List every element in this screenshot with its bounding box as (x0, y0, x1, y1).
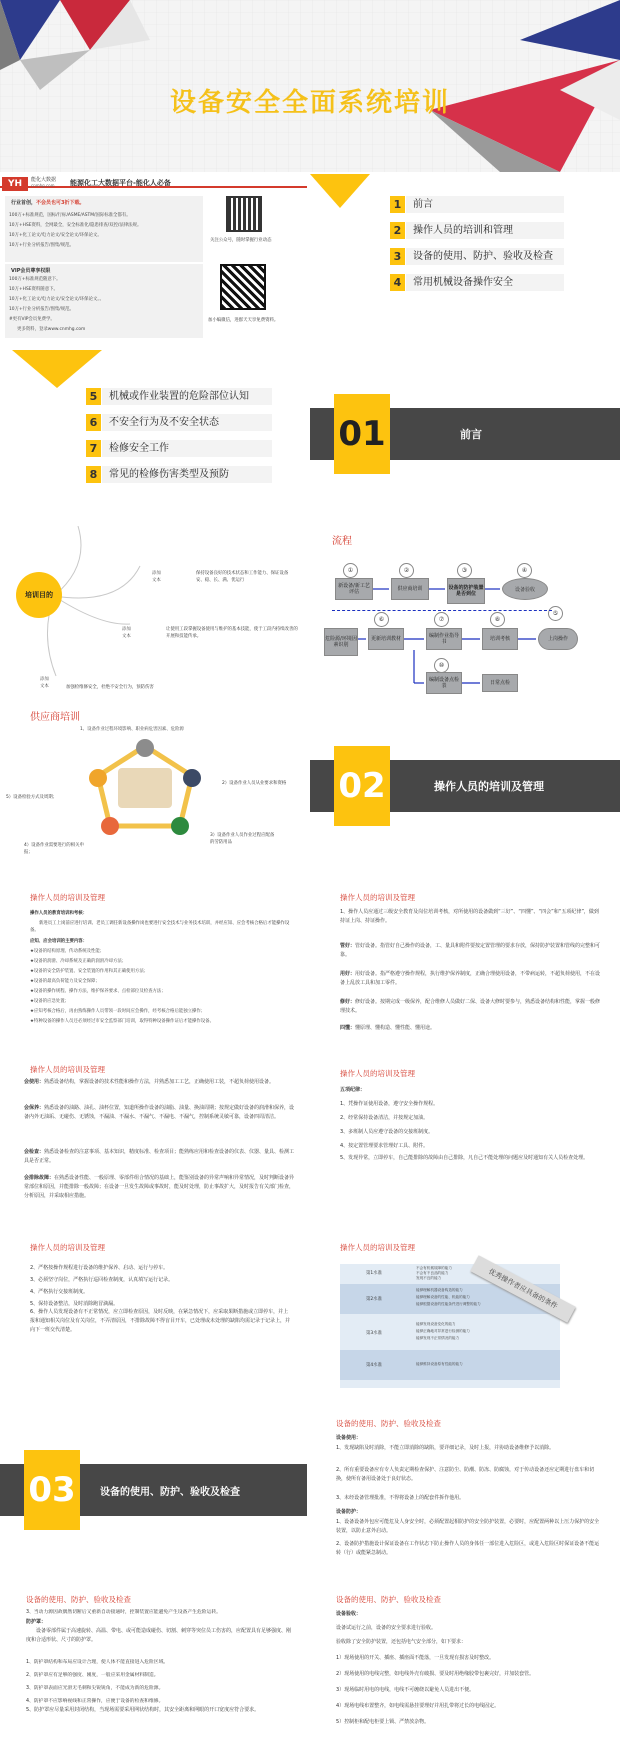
definition-key: 会检查： (24, 1149, 45, 1155)
definition-key: 会使用： (24, 1079, 45, 1085)
definition-key: 修好： (340, 999, 356, 1005)
toc-item[interactable]: 不安全行为及不安全状态 (102, 414, 272, 431)
rule-line: 1）现场使用的开关、插座、插座面不能落，一旦发现有损害及时整改。 (336, 1655, 495, 1661)
flow-oval (502, 578, 548, 600)
toc-number: 6 (86, 414, 101, 431)
slide-subheading: 五项纪律： (340, 1087, 366, 1093)
slide-subheading: 设备防护： (336, 1509, 362, 1515)
toc-item[interactable]: 操作人员的培训和管理 (406, 222, 564, 239)
text-slide-7 (0, 1582, 307, 1754)
corner-triangle (12, 350, 102, 390)
section-slide-02 (310, 702, 620, 872)
industry-item: 10万+HSE资料，全网最全，安全标准化/隐患排查/双控/法律法规。 (9, 223, 142, 228)
section-number: 01 (338, 414, 386, 454)
flow-slide (310, 526, 620, 696)
bullet-line: ★设备的应急处置； (30, 999, 70, 1004)
text-slide-2 (310, 878, 620, 1048)
cover-slide (0, 0, 620, 172)
qr-code-icon (220, 264, 266, 310)
rule-line: 3、多班制人员应遵守设备的交接班制度。 (340, 1129, 434, 1135)
toc-item[interactable]: 检修安全工作 (102, 440, 272, 457)
platform-title: 能源化工大数据平台-能化人必备 (70, 179, 171, 187)
definition-value: 修好设备。按期完成一级保养，配合维修人员做好二保、设备大修时要参与，熟悉设备结构和性能，掌握一般修理技术。 (340, 999, 601, 1014)
purpose-circle (16, 572, 62, 618)
toc-item[interactable]: 机械或作业装置的危险部位认知 (102, 388, 272, 405)
flow-box: 日常点检 (482, 674, 518, 692)
definition-value: 懂原理、懂构造、懂性能、懂用途。 (355, 1025, 436, 1031)
vip-item: 10万+化工论文/电力论文/安全论文/环保论文。。 (9, 297, 104, 302)
rule-line: 2、经常保持设备清洁，并按规定加油。 (340, 1115, 429, 1121)
qr1-caption: 关注公众号，随时掌握行业动态 (210, 238, 272, 243)
supplier-item: 5）设备检验方式及周期； (6, 795, 58, 800)
section-number: 02 (338, 766, 386, 806)
toc-item[interactable]: 常见的检修伤害类型及预防 (102, 466, 272, 483)
qr2-caption: 加小编微信，进群天天享免费资料。 (208, 318, 279, 323)
level-item: 能够正确地对异常进行检测的能力 (416, 1329, 470, 1333)
corner-triangle (310, 174, 370, 210)
qr-code-icon (226, 196, 262, 232)
level-name: 第4水准 (366, 1363, 382, 1368)
rule-line: 3、防护罩表面应光滑无毛刺和尖锐锐角，不能成为新的危险源。 (26, 1686, 164, 1691)
section-number: 03 (28, 1470, 76, 1510)
flow-step-number: ⑧ (490, 612, 505, 627)
toc-slide-1 (310, 174, 620, 344)
level-item: 能够维持设备原有性能的能力 (416, 1362, 463, 1366)
rule-line: 5、防护罩应尽量采用封闭结构，当现场需要采用网状结构时，其安全距离和网眼的开口宽度应符合要求。 (26, 1707, 260, 1713)
slide-heading: 操作人员的培训及管理 (340, 1069, 415, 1078)
flow-box: 培训考核 (482, 628, 518, 650)
definition-key: 会保养： (24, 1105, 45, 1111)
slide-heading: 设备的使用、防护、验收及检查 (336, 1595, 441, 1604)
purpose-text: 保持设备良好的技术状态和工作能力、保证设备安、稳、长、满、优运行 (196, 571, 289, 583)
definition-value: 熟悉设备结构，掌握设备的技术性能和操作方法，并熟悉加工工艺，正确使用工装，不超负荷使用设备。 (44, 1079, 275, 1085)
slide-heading: 操作人员的培训及管理 (340, 1243, 415, 1252)
level-item: 能够理解设备的性能、机能的能力 (416, 1295, 470, 1299)
text-slide-6 (310, 1406, 620, 1576)
flow-step-number: ⑤ (548, 606, 563, 621)
toc-slide-2 (0, 350, 307, 520)
slide-heading: 操作人员的培训及管理 (340, 893, 415, 902)
bullet-line: ★设备的操作规程、操作方法，维护保养要求、点检部位及检查方法； (30, 989, 166, 994)
level-name: 第3水准 (366, 1331, 382, 1336)
level-item: 能够发现设备变化的能力 (416, 1322, 456, 1326)
section-title: 操作人员的培训及管理 (434, 780, 544, 793)
text-slide-8 (310, 1582, 620, 1754)
industry-title: 行业首创， (11, 200, 37, 206)
level-name: 第1水准 (366, 1271, 382, 1276)
flow-oval-label: 设备验收 (514, 586, 535, 593)
conditions-banner: 优秀操作者应具备的条件 (470, 1255, 576, 1323)
vip-title: VIP会员尊享权限 (11, 268, 51, 274)
rule-line: 4、严格执行交接班制度。 (30, 1289, 89, 1295)
toc-number: 5 (86, 388, 101, 405)
toc-number: 3 (390, 248, 405, 265)
vip-item: 100万+标准规范随意下。 (9, 277, 61, 282)
purpose-label: 添加 文本 (152, 571, 161, 584)
bullet-line: ★特种设备的操作人员还必须经过市安全监察部门培训，取得特种设备操作证后才能操作设备。 (30, 1019, 214, 1024)
definition-key: 会排除故障： (24, 1175, 55, 1181)
text-slide-5 (0, 1230, 307, 1400)
flow-step-number: ⑩ (434, 658, 449, 673)
brand-url: cnmhg.com (31, 183, 55, 188)
bullet-line: ★设备的润滑、冷却系统及正确的润滑冷却方法； (30, 959, 127, 964)
industry-box (5, 196, 203, 262)
toc-item[interactable]: 常用机械设备操作安全 (406, 274, 564, 291)
rule-line: 2、严格按操作规程进行设备的维护保养、启动、运行与停车。 (30, 1265, 169, 1271)
flow-step-number: ② (399, 563, 414, 578)
purpose-label: 添加 文本 (40, 677, 49, 690)
ad-slide (0, 174, 307, 344)
definition-value: 熟悉设备的油路、油孔、油杯位置，知道所操作设备的油脂、油量、换油周期；按规定做好设备的润滑和保养，设备内外无油垢、无碰伤、无锈蚀，不漏油、不漏水、不漏气、不漏电、不漏气，控制系统灵敏可靠，设备四周清洁。 (24, 1105, 295, 1120)
flow-step-number: ④ (517, 563, 532, 578)
supplier-item: 2）设备作业人员从业要求和资格 (222, 781, 287, 786)
rule-line: 4）现场电线布置整齐，如电线需悬挂要理好并用扎带将过长的电线固定。 (336, 1703, 500, 1709)
supplier-title: 供应商培训 (30, 712, 80, 723)
definition-item (24, 1104, 296, 1122)
industry-item: 10万+行业分析报告/图集/规范。 (9, 243, 74, 248)
rule-line: 验收除了安全防护装置，还包括电气安全部分，如下要求： (336, 1639, 467, 1645)
section-number-box (24, 1450, 80, 1530)
slide-paragraph: 新进员工上岗前应进行培训、老员工调任新设备操作岗也要进行安全技术与业务技术培训，并经应知、应会考核合格后才能操作设备。 (30, 921, 290, 933)
flow-box: 编制作业指导书 (426, 628, 462, 650)
flow-arrows (310, 526, 620, 696)
purpose-text: 加强检维修安全，杜绝不安全行为，预防伤害 (66, 685, 154, 690)
industry-note: 不会员也可3折下载。 (36, 200, 85, 206)
section-title: 设备的使用、防护、验收及检查 (100, 1487, 240, 1498)
definition-value: 用好设备。指严格遵守操作规程，执行维护保养制度，正确合理使用设备，不带病运转，不超负荷使用，不在设备上乱放工具和加工零件。 (340, 971, 601, 986)
definition-item (24, 1078, 296, 1087)
rule-line: 5、发现异常，立即停车，自己能排除的故障由自己排除，凡自己不能处理的问题应及时通知有关人员检查处理。 (340, 1155, 589, 1161)
supplier-item: 1、设备作业过程环境影响、职业病危害因素、危险源 (80, 727, 184, 732)
level-name: 第2水准 (366, 1297, 382, 1302)
supplier-item: 3）设备作业人员作业过程应配备的劳防用品 (210, 833, 275, 845)
brand-logo: YH (2, 177, 28, 191)
flow-title: 流程 (332, 536, 352, 547)
rule-line: 5、保持设备整洁，及时消除跑冒滴漏。 (30, 1301, 119, 1307)
flow-box: 新设备/新工艺评估 (335, 578, 373, 600)
flow-box: 编制设备点检表 (426, 672, 462, 694)
text-slide-1 (0, 878, 307, 1048)
purpose-circle-label: 培训目的 (25, 591, 53, 599)
purpose-slide (0, 526, 307, 696)
more-link[interactable]: 更多资料，登录www.cnmhg.com (17, 327, 86, 332)
toc-number: 1 (390, 196, 405, 213)
vip-item: 10万+HSE资料随意下。 (9, 287, 58, 292)
rule-line: 6、操作人员发现设备有不正常情况，应立即检查原因，及时反映，在紧急情况下，应采取果断措施或立即停车，并上报和通知相关岗位及有关岗位，不弄清原因，不排除故障不得盲目开车，已处理或未处理的缺陷均需记录于记录上，并向下一班交代清楚。 (30, 1309, 291, 1333)
bullet-line: ★设备的结构原理、传动系统及性能； (30, 949, 105, 954)
slide-subheading: 设备验收： (336, 1611, 362, 1617)
text-slide-4 (310, 1054, 620, 1224)
rule-line: 1、发现缺陷及时消除，不能立即消除的缺陷，要详细记录，及时上报，并协助设备维修予以消除。 (336, 1445, 555, 1451)
level-item: 不会有机械故障的能力 (416, 1266, 452, 1270)
definition-key: 四懂： (340, 1025, 356, 1031)
flow-box: 设备的防护装置是否到位 (447, 578, 485, 604)
rule-line: 2、所有重要设备应有专人负责定期检查保护、注意防尘、防潮、防冻、防腐蚀，对于传动设备还应定期进行盘车和切换，使所有备用设备处于良好状态。 (336, 1467, 595, 1482)
definition-item (340, 998, 602, 1016)
purpose-text: 让使用工段掌握设备使用与维护的基本技能，使于工段内持续改善的开展和技能传承。 (166, 627, 298, 639)
slide-paragraph: 设备零部件属于高速旋转、高温、带电、或可能造成碰伤、切割、刺穿等突位员工伤害的，应配置具有足够强度、刚度和合适形状、尺寸的防护罩。 (26, 1628, 292, 1643)
rule-line: 1、防护罩结构和布局应设计合理，使人体不能直接进入危险区域。 (26, 1660, 169, 1665)
bullet-line: ★设备的最高负荷能力及安全保障； (30, 979, 100, 984)
level-item: 能够发现不正常情况的能力 (416, 1336, 460, 1340)
toc-number: 8 (86, 466, 101, 483)
level-item: 发现不良的能力 (416, 1276, 442, 1280)
toc-item[interactable]: 前言 (406, 196, 564, 213)
levels-slide (310, 1230, 620, 1400)
toc-number: 4 (390, 274, 405, 291)
definition-item (340, 1024, 602, 1033)
section-slide-03 (0, 1406, 307, 1576)
definition-key: 管好： (340, 943, 356, 949)
rule-line: 2、防护罩应有足够的强度、刚度，一般应采用金属材料制造。 (26, 1673, 159, 1678)
flow-step-number: ⑥ (374, 612, 389, 627)
rule-line: 3、必须坚守岗位，严格执行巡回检查制度，认真填写运行记录。 (30, 1277, 174, 1283)
slide-subheading: 应知、应会培训的主要内容： (30, 939, 88, 944)
bullet-line: ★应知考核合格后，再由熟练操作人员带领一段时间应会操作，经考核合格后能独立操作； (30, 1009, 206, 1014)
section-title: 前言 (460, 428, 482, 441)
supplier-diagram (80, 738, 210, 838)
vip-item: 10万+行业分析报告/图集/规范。 (9, 307, 74, 312)
section-number-box (334, 394, 390, 474)
industry-item: 100万+标准规范，国标/行标/ASME/ASTM/国际标准全都有。 (9, 213, 131, 218)
slide-subheading: 设备使用： (336, 1435, 362, 1441)
definition-item (340, 942, 602, 960)
definition-item (340, 970, 602, 988)
slide-heading: 设备的使用、防护、验收及检查 (336, 1419, 441, 1428)
text-slide-3 (0, 1054, 307, 1224)
rule-line: 2）现场使用的电线完整，如电线外壳有破损、要及时用绝缘胶带包裹完好，并加装套管。 (336, 1671, 535, 1677)
section-slide-01 (310, 350, 620, 520)
rule-line: 1、凭操作证使用设备，遵守安全操作规程。 (340, 1101, 439, 1107)
slide-heading: 操作人员的培训及管理 (30, 1065, 105, 1074)
purpose-label: 添加 文本 (122, 627, 131, 640)
slide-paragraph: 1、操作人员应通过三级安全教育及岗位培训考核，对所使用的设备做到“三好”、“四懂”、“四会”和“五项纪律”，做到持证上岗、持证操作。 (340, 909, 599, 924)
supplier-slide (0, 702, 307, 872)
vip-extra: #更有VIP会员免费学。 (9, 317, 55, 322)
brand-name: 能化大数据 (31, 177, 57, 183)
flow-box: 危险源/环境因素识别 (324, 628, 358, 656)
cover-title: 设备安全全面系统培训 (169, 88, 450, 118)
slide-heading: 操作人员的培训及管理 (30, 1243, 105, 1252)
slide-heading: 设备的使用、防护、验收及检查 (26, 1595, 131, 1604)
rule-line: 4、防护罩不应影响视线和正常操作，应便于设备的检查和维修。 (26, 1699, 164, 1704)
definition-value: 管好设备。指管好自己操作的设备，工、量具和附件要按定置管理的要求存放，保持防护装置和管线的完整和可靠。 (340, 943, 601, 958)
flow-step-number: ⑦ (434, 612, 449, 627)
rule-line: 3）现场临时用电的电线，电线不可缠绕以避免人员进出不便。 (336, 1687, 475, 1693)
rule-line: 3、当动力源因故偶然切断后又重新自动接通时，控制装置应能避免产生设备产生危险运转。 (26, 1610, 221, 1615)
toc-number: 7 (86, 440, 101, 457)
flow-step-number: ① (343, 563, 358, 578)
slide-subheading: 防护罩： (26, 1619, 47, 1625)
level-item: 能够根据设备的性能条件进行调整的能力 (416, 1302, 481, 1306)
definition-value: 在熟悉设备性能、一般原理、零部件组合情况的基础上，能鉴别设备的异常声响和异常情况，及时判断设备异常部位和原因，并能排除一般故障；在设备一旦发生故障或事故时，能及时处理，防止事故扩大，及时报告有关部门检查，分析原因，并采取相应措施。 (24, 1175, 295, 1199)
level-item: 不会有不良品的能力 (416, 1271, 449, 1275)
definition-value: 熟悉设备检查的注意事项、基本知识，精度标准、检查项目；能熟练应用和检查设备的仪表、仪器、量具、检测工具是否正常。 (24, 1149, 295, 1164)
definition-item (24, 1174, 296, 1201)
vip-box (5, 264, 203, 338)
flow-box: 供应商培训 (391, 578, 429, 600)
rule-line: 5）控制柜和配电柜要上锁、严禁放杂物。 (336, 1719, 430, 1725)
definition-key: 用好： (340, 971, 356, 977)
section-number-box (334, 746, 390, 826)
flow-box: 更新培训教材 (368, 628, 404, 650)
bullet-line: ★设备的安全防护装置、安全装置的作用和其正确使用方法； (30, 969, 149, 974)
toc-item[interactable]: 设备的使用、防护、验收及检查 (406, 248, 564, 265)
flow-step-number: ③ (457, 563, 472, 578)
slide-subheading: 操作人员的教育培训和考核： (30, 911, 88, 916)
slide-heading: 操作人员的培训及管理 (30, 893, 105, 902)
definition-item (24, 1148, 296, 1166)
rule-line: 3、未经设备管理批准，不得将设备上的配套件拆作他用。 (336, 1495, 465, 1501)
toc-number: 2 (390, 222, 405, 239)
supplier-item: 4）设备作业需要进行的相关申报； (24, 843, 84, 855)
rule-line: 2、设备防护措施设计保证设备在工作状态下防止操作人员的身体任一部位进入危险区，或进入危险区时保证设备不能运转（行）或能紧急制动。 (336, 1541, 600, 1556)
rule-line: 4、按定置管理要求管理好工具、附件。 (340, 1143, 429, 1149)
industry-item: 10万+化工论文/电力论文/安全论文/环保论文。 (9, 233, 102, 238)
flow-dashed-line (332, 610, 552, 611)
flow-box: 上岗操作 (538, 628, 578, 650)
rule-line: 1、设备设备外包应可能危及人身安全时，必须配置起相防护的安全防护装置，必要时，应配置两种以上压力保护的安全装置，以防止意外启动。 (336, 1519, 600, 1534)
level-item: 能够理解机器设备构造的能力 (416, 1288, 463, 1292)
rule-line: 设备试运行之前，设备的安全要求进行验收。 (336, 1625, 437, 1631)
